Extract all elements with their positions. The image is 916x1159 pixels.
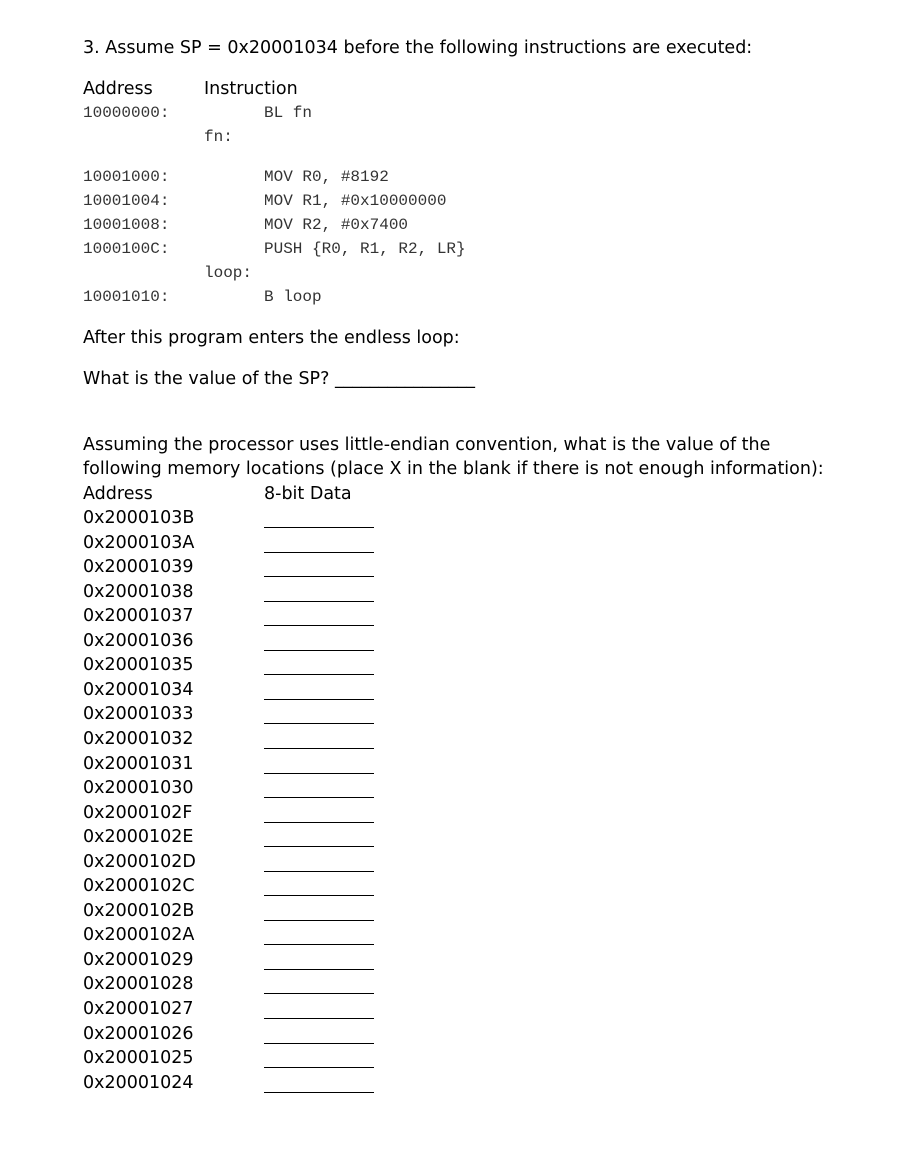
code-address: 10001010: [83, 288, 170, 306]
code-label: loop: [204, 264, 253, 282]
memory-row [83, 802, 483, 824]
code-address: 10000000: [83, 104, 170, 122]
code-instruction: MOV R0, #8192 [264, 168, 389, 186]
memory-data-blank[interactable] [264, 975, 374, 994]
memory-row [83, 900, 483, 922]
memory-row [83, 703, 483, 725]
memory-row [83, 949, 483, 971]
memory-address: 0x20001035 [83, 655, 194, 676]
memory-row [83, 728, 483, 750]
memory-address: 0x2000102E [83, 827, 194, 848]
memory-data-blank[interactable] [264, 902, 374, 921]
memory-address: 0x20001031 [83, 753, 194, 774]
memory-row [83, 998, 483, 1020]
code-header-instruction: Instruction [204, 79, 298, 99]
question-title: 3. Assume SP = 0x20001034 before the following instructions are executed: [83, 38, 753, 58]
code-instruction: B loop [264, 288, 322, 306]
memory-address: 0x20001025 [83, 1048, 194, 1069]
memory-address: 0x2000103A [83, 532, 195, 553]
memory-address: 0x2000102C [83, 876, 195, 897]
memory-address: 0x20001032 [83, 728, 194, 749]
memory-address: 0x20001037 [83, 606, 194, 627]
after-loop-text: After this program enters the endless loop: [83, 328, 460, 348]
memory-row [83, 924, 483, 946]
code-label: fn: [204, 128, 233, 146]
memory-row [83, 581, 483, 603]
memory-data-blank[interactable] [264, 1049, 374, 1068]
sp-question-text: What is the value of the SP? [83, 369, 335, 389]
memory-row [83, 605, 483, 627]
code-address: 10001004: [83, 192, 170, 210]
code-instruction: MOV R1, #0x10000000 [264, 192, 447, 210]
memory-data-blank[interactable] [264, 951, 374, 970]
sp-answer-blank[interactable]: ________________ [334, 369, 475, 389]
memory-data-blank[interactable] [264, 926, 374, 945]
memory-row [83, 532, 483, 554]
memory-data-blank[interactable] [264, 681, 374, 700]
memory-row [83, 556, 483, 578]
memory-data-blank[interactable] [264, 730, 374, 749]
memory-data-blank[interactable] [264, 509, 374, 528]
memory-address: 0x20001026 [83, 1023, 194, 1044]
sp-question [83, 368, 475, 390]
memory-row [83, 851, 483, 873]
memory-row [83, 777, 483, 799]
memory-data-blank[interactable] [264, 705, 374, 724]
endian-text-line-1: Assuming the processor uses little-endian convention, what is the value of the [83, 435, 771, 455]
memory-row [83, 826, 483, 848]
code-header-address: Address [83, 79, 153, 99]
memory-row [83, 1072, 483, 1094]
memory-row [83, 973, 483, 995]
code-address: 10001000: [83, 168, 170, 186]
memory-data-blank[interactable] [264, 755, 374, 774]
memory-data-blank[interactable] [264, 779, 374, 798]
memory-address: 0x20001030 [83, 778, 194, 799]
memory-data-blank[interactable] [264, 804, 374, 823]
code-instruction: BL fn [264, 104, 313, 122]
code-address: 1000100C: [83, 240, 170, 258]
memory-data-blank[interactable] [264, 1074, 374, 1093]
memory-data-blank[interactable] [264, 558, 374, 577]
memory-address: 0x20001024 [83, 1072, 194, 1093]
memory-data-blank[interactable] [264, 828, 374, 847]
memory-address: 0x20001039 [83, 557, 194, 578]
memory-row [83, 875, 483, 897]
memory-address: 0x20001028 [83, 974, 194, 995]
endian-text-line-2: following memory locations (place X in the blank if there is not enough information): [83, 459, 824, 479]
memory-address: 0x2000102F [83, 802, 193, 823]
memory-header-address: Address [83, 484, 153, 504]
memory-data-blank[interactable] [264, 583, 374, 602]
memory-row [83, 679, 483, 701]
memory-data-blank[interactable] [264, 607, 374, 626]
memory-address: 0x2000102A [83, 925, 195, 946]
memory-row [83, 654, 483, 676]
memory-address: 0x20001029 [83, 949, 194, 970]
memory-header-data: 8-bit Data [264, 484, 352, 504]
memory-data-blank[interactable] [264, 1000, 374, 1019]
memory-address: 0x2000102B [83, 900, 195, 921]
memory-row [83, 753, 483, 775]
memory-data-blank[interactable] [264, 632, 374, 651]
memory-row [83, 507, 483, 529]
code-instruction: PUSH {R0, R1, R2, LR} [264, 240, 466, 258]
memory-address: 0x20001034 [83, 679, 194, 700]
memory-data-blank[interactable] [264, 877, 374, 896]
code-address: 10001008: [83, 216, 170, 234]
memory-row [83, 1047, 483, 1069]
memory-address: 0x20001038 [83, 581, 194, 602]
memory-row [83, 1023, 483, 1045]
memory-address: 0x2000102D [83, 851, 196, 872]
memory-address: 0x20001027 [83, 999, 194, 1019]
code-instruction: MOV R2, #0x7400 [264, 216, 409, 234]
memory-row [83, 630, 483, 652]
memory-address: 0x20001033 [83, 704, 194, 725]
memory-data-blank[interactable] [264, 1025, 374, 1044]
memory-data-blank[interactable] [264, 534, 374, 553]
memory-data-blank[interactable] [264, 853, 374, 872]
memory-address: 0x20001036 [83, 630, 194, 651]
memory-address: 0x2000103B [83, 508, 195, 528]
memory-data-blank[interactable] [264, 656, 374, 675]
